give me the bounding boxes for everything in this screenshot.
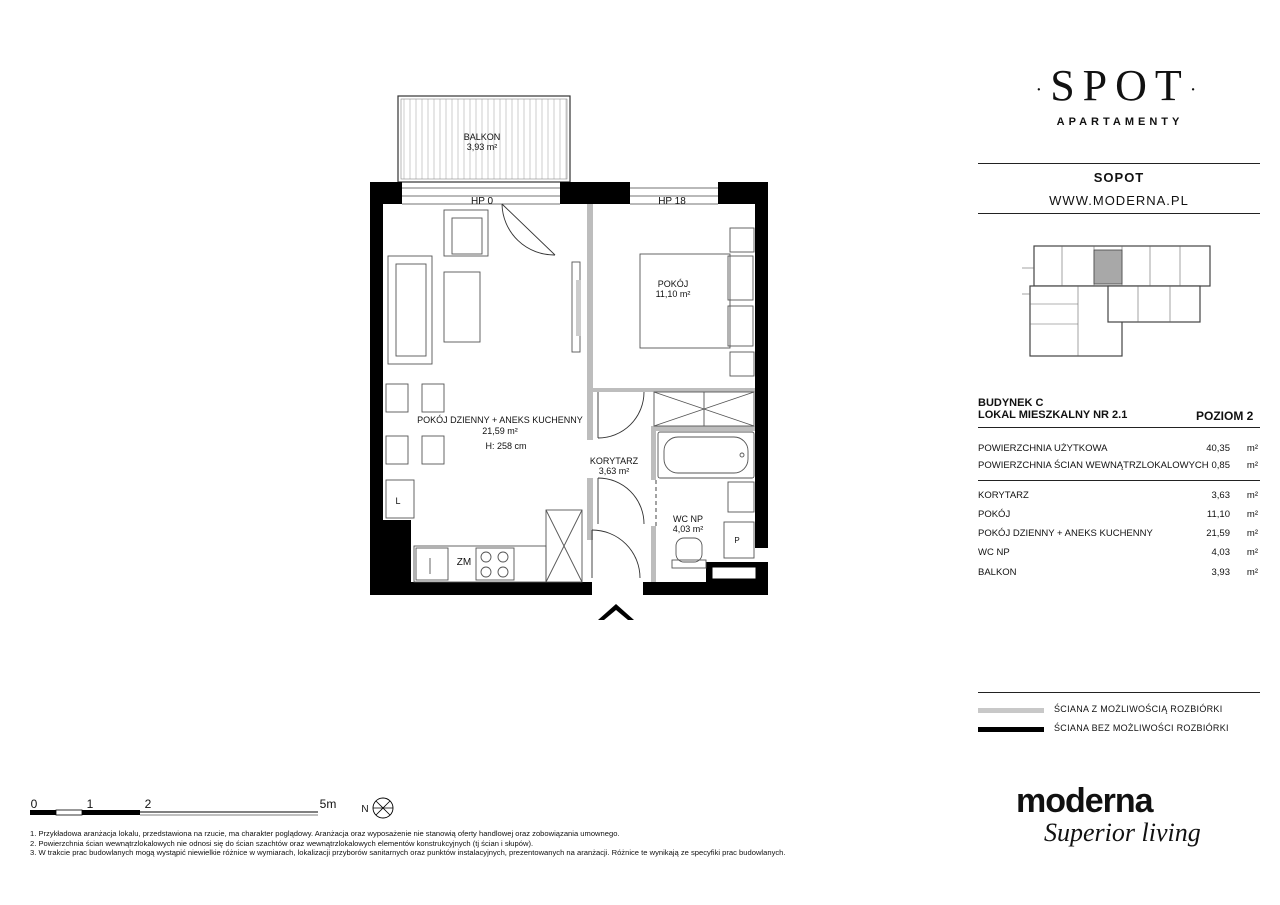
level-hp0: HP 0: [470, 196, 494, 207]
summary-unit: m²: [1246, 443, 1258, 454]
legend-label: ŚCIANA Z MOŻLIWOŚCIĄ ROZBIÓRKI: [1054, 704, 1223, 714]
divider: [978, 163, 1260, 164]
footnote: 1. Przykładowa aranżacja lokalu, przedstawiona na rzucie, ma charakter poglądowy. Aranżacja oraz wyposażenie nie stanowią oferty handlowej oraz zobowiązania umownego.: [30, 829, 620, 838]
corridor-label: KORYTARZ: [589, 456, 639, 466]
wc-label: WC NP: [673, 514, 703, 524]
brand-name: SPOT: [1050, 61, 1190, 110]
building-name: BUDYNEK C: [978, 397, 1044, 409]
company-tagline: Superior living: [1044, 818, 1201, 847]
apartment-number: LOKAL MIESZKALNY NR 2.1: [978, 409, 1128, 421]
bathroom-fixtures: [658, 432, 754, 568]
key-plan: [1020, 238, 1220, 358]
scale-2: 2: [144, 797, 152, 811]
room-unit: m²: [1246, 547, 1258, 558]
divider: [978, 427, 1260, 428]
room-row: [978, 528, 1258, 542]
legend-swatch: [978, 708, 1044, 713]
room-unit: m²: [1246, 567, 1258, 578]
brand-sub: APARTAMENTY: [1056, 115, 1184, 128]
room-row: [978, 509, 1258, 523]
scale-5m: 5m: [319, 797, 337, 811]
website-link[interactable]: WWW.MODERNA.PL: [1049, 193, 1189, 208]
summary-row: [978, 443, 1258, 457]
bedroom-area: 11,10 m²: [655, 289, 691, 299]
room-label: BALKON: [978, 567, 1017, 578]
divider: [978, 480, 1260, 481]
room-row: [978, 567, 1258, 581]
room-row: [978, 547, 1258, 561]
bedroom-furniture: [640, 228, 754, 426]
divider: [978, 213, 1260, 214]
balcony: [398, 96, 570, 182]
footnotes: [30, 829, 786, 858]
scale-0: 0: [30, 797, 38, 811]
summary-value: 40,35: [1206, 443, 1230, 454]
bedroom-label: POKÓJ: [657, 279, 689, 289]
divider: [978, 692, 1260, 693]
city: SOPOT: [1093, 170, 1145, 185]
building-info: [978, 397, 1127, 421]
legend-swatch: [978, 727, 1044, 732]
floor-level: POZIOM 2: [1196, 409, 1254, 423]
label-l: L: [395, 496, 401, 506]
key-plan-highlight: [1094, 250, 1122, 284]
legend-item-load-bearing: [978, 722, 1268, 738]
wc-area: 4,03 m²: [672, 524, 704, 534]
corridor-area: 3,63 m²: [598, 466, 630, 476]
summary-value: 0,85: [1211, 460, 1230, 471]
living-label: POKÓJ DZIENNY + ANEKS KUCHENNY: [417, 415, 583, 425]
brand-logo: ·SPOT· APARTAMENTY: [1020, 62, 1220, 128]
room-labels: [417, 279, 703, 534]
legend-label: ŚCIANA BEZ MOŻLIWOŚCI ROZBIÓRKI: [1054, 723, 1229, 733]
living-area: 21,59 m²: [482, 426, 518, 436]
summary-label: POWIERZCHNIA ŚCIAN WEWNĄTRZLOKALOWYCH: [978, 460, 1209, 471]
footnote: 2. Powierzchnia ścian wewnątrzlokalowych nie odnosi się do ścian szachtów oraz wewnątrzlokalowych elementów konstrukcyjnych (tj ścian i słupów).: [30, 838, 534, 848]
entrance-arrow-icon: [598, 604, 634, 620]
living-height: H: 258 cm: [485, 441, 527, 451]
room-value: 4,03: [1211, 547, 1230, 558]
room-row: [978, 490, 1258, 504]
room-value: 3,63: [1211, 490, 1230, 501]
label-p: P: [734, 536, 740, 545]
balcony-label: BALKON: [463, 132, 501, 142]
footnote: 3. W trakcie prac budowlanych mogą wystąpić niewielkie różnice w wymiarach, lokalizacji przyborów sanitarnych oraz punktów instalacyjnych, prezentowanych na aranżacji. Różnice te wynikają ze specyfiki prac budowlanych.: [30, 848, 786, 857]
room-label: WC NP: [978, 547, 1010, 558]
summary-row: [978, 460, 1258, 474]
room-unit: m²: [1246, 509, 1258, 520]
room-value: 21,59: [1206, 528, 1230, 539]
living-furniture: [386, 210, 582, 582]
north-arrow-icon: [361, 798, 393, 818]
room-unit: m²: [1246, 490, 1258, 501]
north-label: N: [361, 804, 369, 815]
room-value: 3,93: [1211, 567, 1230, 578]
scale-bar: [30, 797, 336, 815]
room-value: 11,10: [1206, 509, 1230, 520]
summary-unit: m²: [1246, 460, 1258, 471]
room-label: KORYTARZ: [978, 490, 1029, 501]
scale-1: 1: [86, 797, 94, 811]
company-logo: moderna: [1016, 782, 1153, 820]
legend-item-removable: [978, 703, 1268, 719]
room-unit: m²: [1246, 528, 1258, 539]
balcony-area: 3,93 m²: [466, 142, 498, 152]
level-hp18: HP 18: [658, 196, 686, 207]
room-label: POKÓJ DZIENNY + ANEKS KUCHENNY: [978, 528, 1153, 539]
label-zm: ZM: [456, 557, 472, 568]
summary-label: POWIERZCHNIA UŻYTKOWA: [978, 443, 1108, 454]
room-label: POKÓJ: [978, 509, 1011, 520]
